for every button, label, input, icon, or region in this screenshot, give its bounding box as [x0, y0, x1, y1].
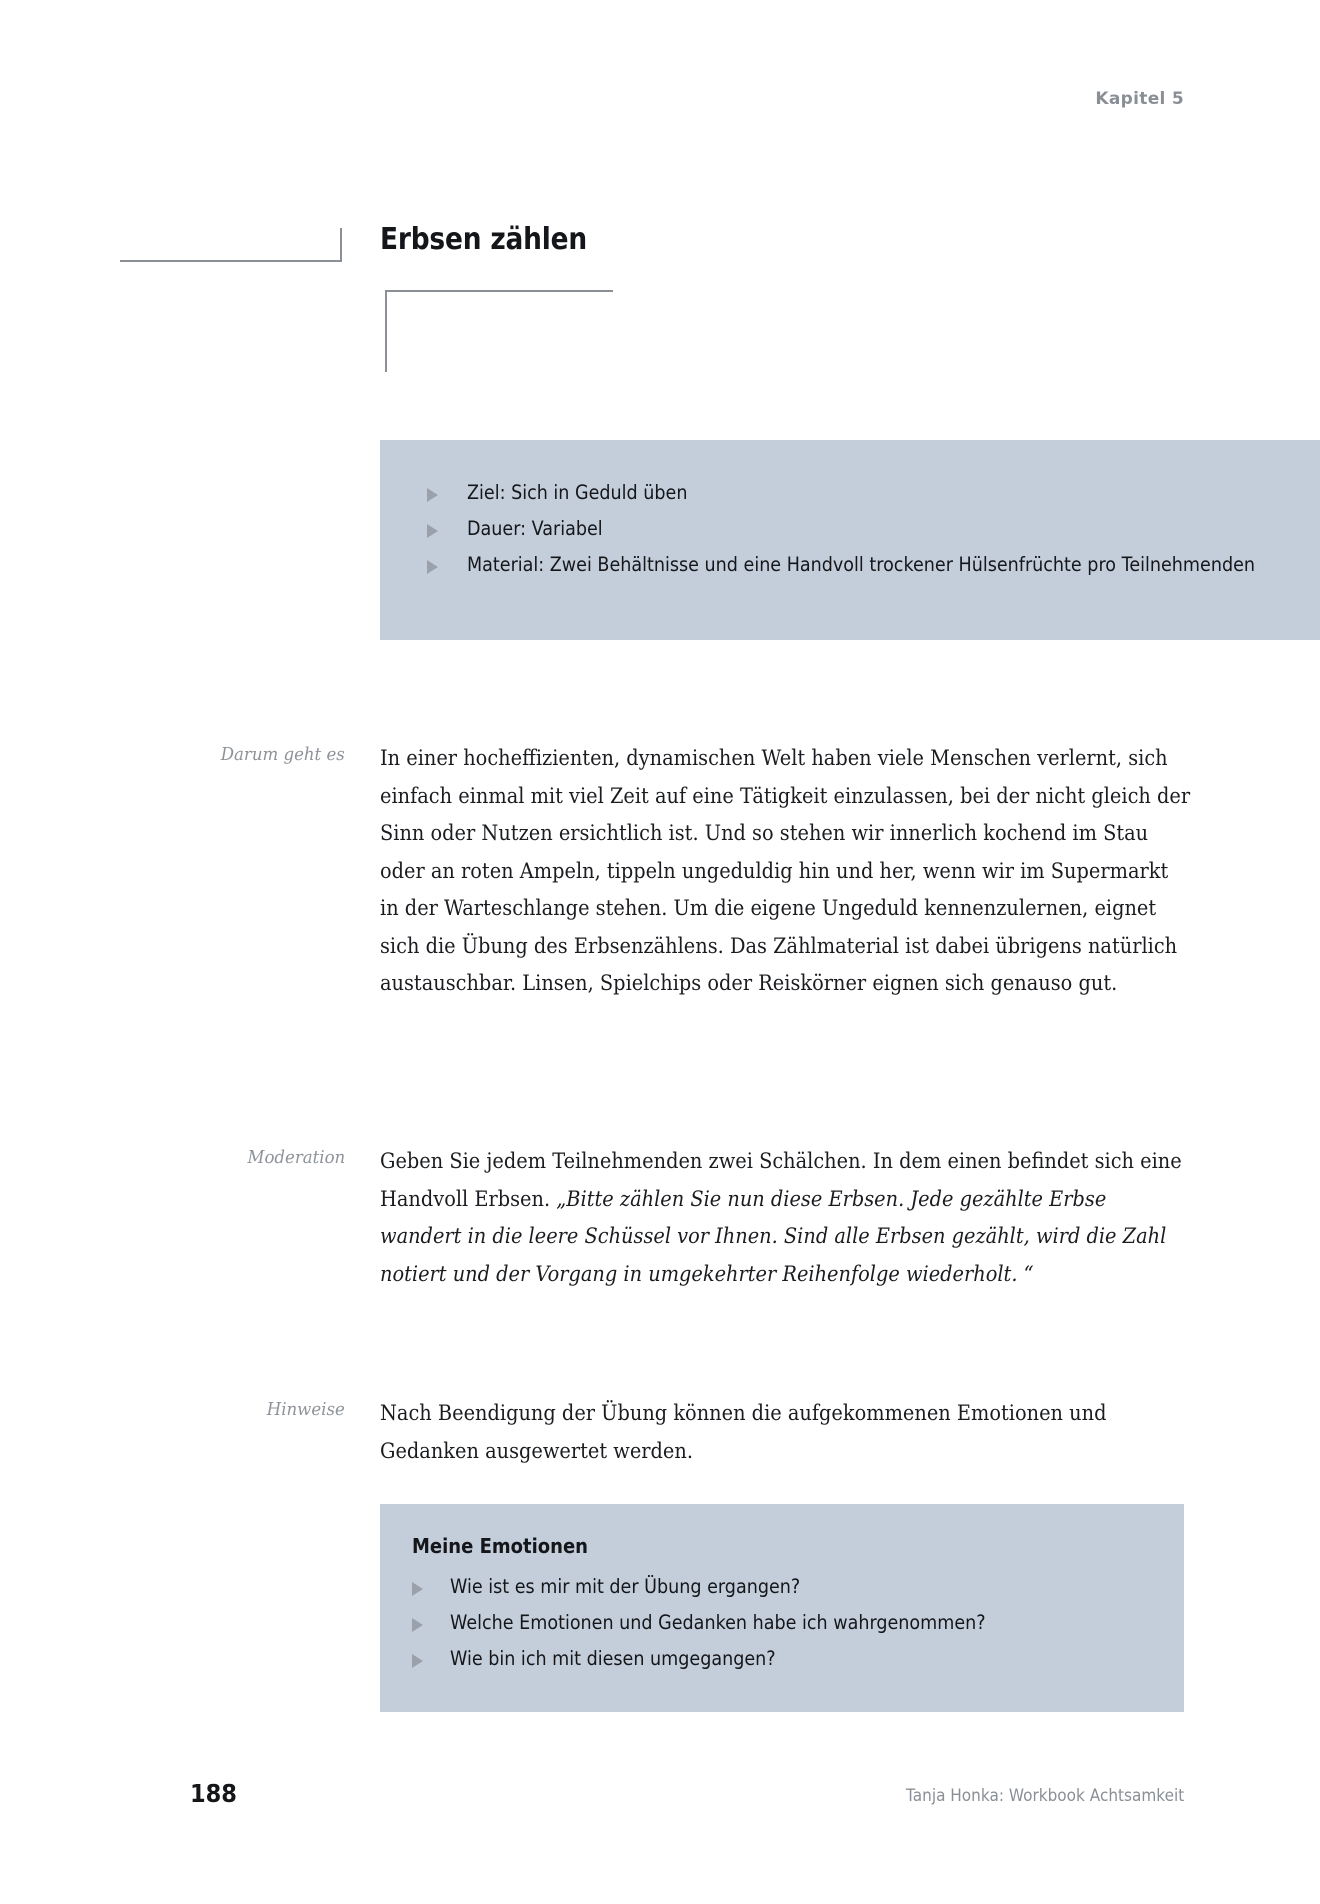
section-body — [380, 740, 1190, 1003]
page-title: Erbsen zählen — [380, 222, 587, 257]
reflection-box-heading: Meine Emotionen — [412, 1534, 588, 1558]
exercise-info-list — [427, 478, 1296, 581]
list-item-label: Wie ist es mir mit der Übung ergangen? — [450, 1575, 801, 1598]
list-item-label: Welche Emotionen und Gedanken habe ich wahrgenommen? — [450, 1611, 986, 1635]
section-body-text: In einer hocheffizienten, dynamischen Welt haben viele Menschen verlernt, sich einfach einmal mit viel Zeit auf eine Tätigkeit einzulassen, bei der nicht gleich der Sinn oder Nutzen ersichtlich ist. Und so stehen wir innerlich kochend im Stau oder an roten Ampeln, tippeln ungeduldig hin und her, wenn wir im Supermarkt in der Warteschlange stehen. Um die eigene Ungeduld kennenzulernen, eignet sich die Übung des Erbsenzählens. Das Zählmaterial ist dabei übrigens natürlich austauschbar. Linsen, Spielchips oder Reiskörner eignen sich genauso gut. — [380, 746, 1191, 996]
triangle-bullet-icon — [427, 560, 438, 574]
list-item-label: Ziel: Sich in Geduld üben — [467, 481, 688, 504]
footer-credit: Tanja Honka: Workbook Achtsamkeit — [905, 1786, 1184, 1806]
decorative-bracket-left — [120, 228, 342, 262]
exercise-info-box — [380, 440, 1320, 640]
section-margin-label-text: Darum geht es — [221, 744, 345, 765]
reflection-question-list — [412, 1572, 1164, 1675]
section-body-text: Nach Beendigung der Übung können die aufgekommenen Emotionen und Gedanken ausgewertet werden. — [380, 1401, 1107, 1464]
triangle-bullet-icon — [412, 1654, 423, 1668]
section-margin-label — [120, 744, 345, 765]
triangle-bullet-icon — [427, 524, 438, 538]
list-item — [427, 514, 1296, 544]
list-item — [412, 1644, 1164, 1674]
section-body-paragraph — [380, 1143, 1191, 1293]
list-item-label: Wie bin ich mit diesen umgegangen? — [450, 1647, 776, 1671]
list-item — [412, 1572, 1164, 1602]
running-head: Kapitel 5 — [1095, 89, 1184, 109]
section-margin-label — [120, 1399, 345, 1420]
list-item-label: Material: Zwei Behältnisse und eine Handvoll trockener Hülsenfrüchte pro Teilnehmenden — [467, 553, 1256, 577]
section-margin-label-text: Hinweise — [267, 1399, 345, 1420]
section-body — [380, 1395, 1210, 1470]
section-margin-label-text: Moderation — [247, 1147, 345, 1168]
page-number: 188 — [190, 1779, 237, 1808]
list-item — [412, 1608, 1164, 1638]
section-margin-label — [120, 1147, 345, 1168]
moderation-intro-text: Geben Sie jedem Teilnehmenden zwei Schälchen. In dem einen befindet sich eine Handvoll Erbsen. — [380, 1149, 1182, 1212]
list-item — [427, 478, 1296, 508]
reflection-box — [380, 1504, 1184, 1712]
reflection-box-inner — [412, 1534, 1164, 1681]
triangle-bullet-icon — [427, 488, 438, 502]
list-item — [427, 550, 1296, 580]
moderation-quote-text: „Bitte zählen Sie nun diese Erbsen. Jede gezählte Erbse wandert in die leere Schüssel vor Ihnen. Sind alle Erbsen gezählt, wird die Zahl notiert und der Vorgang in umgekehrter Reihenfolge wiederholt. “ — [380, 1186, 1167, 1287]
exercise-info-list-wrap — [427, 478, 1296, 587]
decorative-bracket-below-title — [385, 290, 613, 372]
section-body — [380, 1143, 1190, 1293]
triangle-bullet-icon — [412, 1618, 423, 1632]
list-item-label: Dauer: Variabel — [467, 517, 603, 541]
triangle-bullet-icon — [412, 1582, 423, 1596]
